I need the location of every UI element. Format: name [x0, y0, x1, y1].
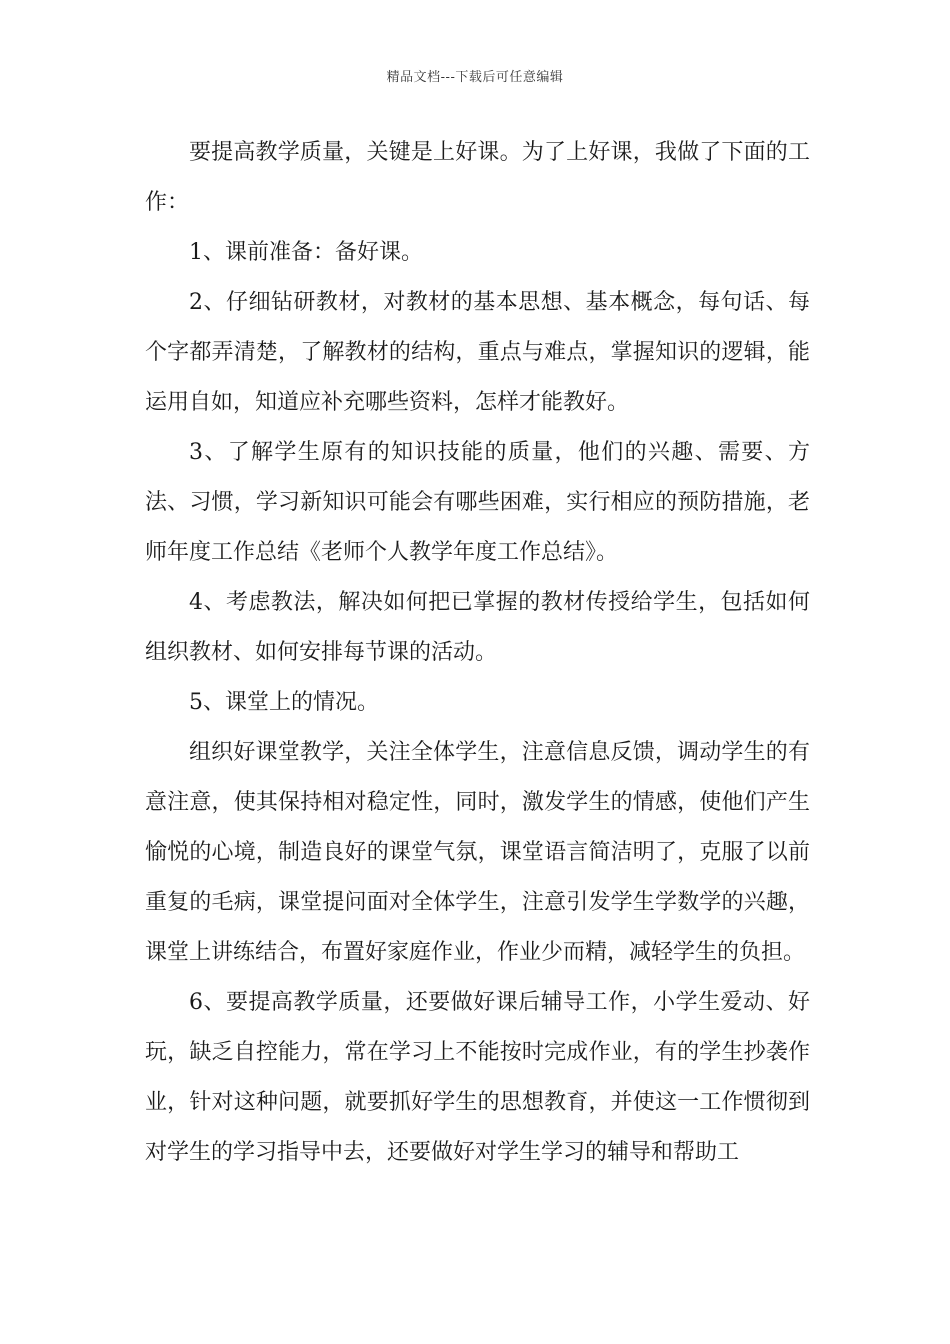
paragraph-item-6: 6、要提高教学质量，还要做好课后辅导工作，小学生爱动、好玩，缺乏自控能力，常在学习上不能按时完成作业，有的学生抄袭作业，针对这种问题，就要抓好学生的思想教育，并使这一工作惯彻到对学生的学习指导中去，还要做好对学生学习的辅导和帮助工 [145, 990, 810, 1165]
paragraph-item-5: 5、课堂上的情况。 [189, 690, 379, 715]
paragraph-item-3: 3、了解学生原有的知识技能的质量，他们的兴趣、需要、方法、习惯，学习新知识可能会有哪些困难，实行相应的预防措施，老师年度工作总结《老师个人教学年度工作总结》。 [145, 440, 810, 565]
paragraph-intro: 要提高教学质量，关键是上好课。为了上好课，我做了下面的工作： [145, 140, 810, 215]
paragraph-item-2: 2、仔细钻研教材，对教材的基本思想、基本概念，每句话、每个字都弄清楚，了解教材的结构，重点与难点，掌握知识的逻辑，能运用自如，知道应补充哪些资料，怎样才能教好。 [145, 290, 810, 415]
paragraph-item-1: 1、课前准备：备好课。 [189, 240, 423, 265]
paragraph-item-4: 4、考虑教法，解决如何把已掌握的教材传授给学生，包括如何组织教材、如何安排每节课的活动。 [145, 590, 810, 665]
document-body [145, 128, 810, 1178]
paragraph-classroom: 组织好课堂教学，关注全体学生，注意信息反馈，调动学生的有意注意，使其保持相对稳定性，同时，激发学生的情感，使他们产生愉悦的心境，制造良好的课堂气氛，课堂语言简洁明了，克服了以前重复的毛病，课堂提问面对全体学生，注意引发学生学数学的兴趣，课堂上讲练结合，布置好家庭作业，作业少而精，减轻学生的负担。 [145, 740, 810, 965]
page-header: 精品文档---下载后可任意编辑 [386, 70, 564, 85]
